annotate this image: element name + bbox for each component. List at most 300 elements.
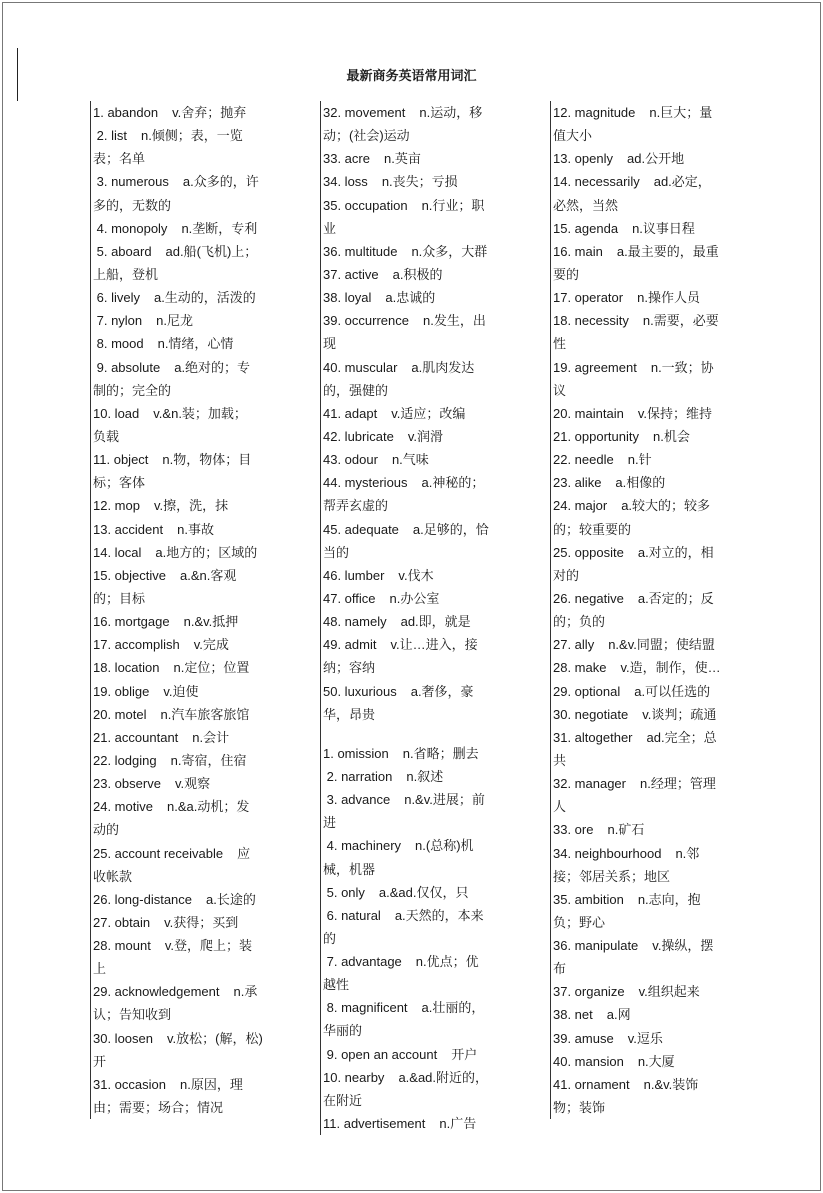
vocab-entry-line <box>93 541 319 564</box>
vocab-entry <box>93 726 319 749</box>
vocab-list <box>93 101 319 1119</box>
vocab-term: 21. opportunity <box>553 428 640 444</box>
vocab-definition: a.绝对的；专 <box>174 359 251 375</box>
vocab-term: 23. alike <box>553 475 602 491</box>
vocab-entry-line <box>323 881 549 904</box>
vocab-definition-continued: 制的；完全的 <box>93 382 172 398</box>
vocab-term: 26. long-distance <box>93 891 193 907</box>
vocab-definition: ad.即，就是 <box>400 614 471 630</box>
vocab-definition: n.行业；职 <box>421 197 485 213</box>
vocab-definition: a.忠诚的 <box>385 290 436 306</box>
vocab-entry-line <box>553 633 803 656</box>
vocab-definition: n.&a.动机；发 <box>166 799 250 815</box>
vocab-definition-continued: 认；告知收到 <box>93 1007 172 1023</box>
vocab-entry <box>93 1027 319 1073</box>
vocab-definition: v.造，制作，使… <box>620 660 721 676</box>
vocab-definition: a.奢侈，豪 <box>410 683 474 699</box>
vocab-entry-line <box>553 1003 803 1026</box>
vocab-definition: ad.公开地 <box>627 151 685 167</box>
vocab-entry <box>553 633 803 656</box>
vocab-entry-line <box>553 703 803 726</box>
vocab-definition-continued: 多的，无数的 <box>93 197 172 213</box>
vocab-definition: a.众多的，许 <box>182 174 259 190</box>
vocab-entry <box>93 795 319 841</box>
vocab-definition: n.省略；删去 <box>402 745 479 761</box>
vocab-column-3 <box>550 101 803 1119</box>
vocab-term: 6. natural <box>323 907 381 923</box>
vocab-entry-line <box>553 101 803 124</box>
vocab-definition-continued: 当的 <box>323 544 350 560</box>
vocab-definition: n.情绪，心情 <box>157 336 234 352</box>
vocab-definition-continued: 议 <box>553 382 567 398</box>
vocab-entry <box>93 842 319 888</box>
vocab-definition: v.保持；维持 <box>637 405 712 421</box>
vocab-entry <box>93 402 319 448</box>
vocab-entry-line <box>323 448 549 471</box>
vocab-definition: 应 <box>237 845 251 861</box>
vocab-entry <box>323 680 549 726</box>
vocab-definition: a.最主要的，最重 <box>616 243 719 259</box>
vocab-entry-line <box>323 1066 549 1089</box>
vocab-entry-line <box>323 564 549 587</box>
vocab-definition: a.&n.客观 <box>180 567 237 583</box>
vocab-column-2 <box>320 101 549 1135</box>
vocab-term: 35. occupation <box>323 197 408 213</box>
vocab-entry-line <box>553 425 803 448</box>
vocab-definition: v.逗乐 <box>627 1030 663 1046</box>
vocab-entry <box>93 633 319 656</box>
vocab-entry <box>93 170 319 216</box>
vocab-entry-line <box>323 356 549 379</box>
vocab-term: 40. muscular <box>323 359 398 375</box>
vocab-definition: n.广告 <box>439 1116 477 1132</box>
vocab-definition-continued: 华，昂贵 <box>323 706 376 722</box>
vocab-entry <box>93 1073 319 1119</box>
vocab-entry-line <box>553 1073 803 1096</box>
vocab-entry <box>323 194 549 240</box>
vocab-entry <box>323 101 549 147</box>
vocab-entry-line <box>553 656 803 679</box>
vocab-definition-continued: 在附近 <box>323 1092 363 1108</box>
vocab-term: 24. motive <box>93 799 153 815</box>
vocab-definition-continued: 的，强健的 <box>323 382 389 398</box>
vocab-entry-line <box>93 888 319 911</box>
vocab-entry-line <box>323 587 549 610</box>
vocab-term: 29. acknowledgement <box>93 984 220 1000</box>
vocab-entry <box>553 402 803 425</box>
vocab-entry-line <box>93 980 319 1003</box>
vocab-term: 38. net <box>553 1007 593 1023</box>
vocab-entry <box>553 309 803 355</box>
vocab-term: 4. machinery <box>323 838 402 854</box>
vocab-entry-line <box>93 240 319 263</box>
vocab-definition-continued: 进 <box>323 815 337 831</box>
vocab-term: 44. mysterious <box>323 475 408 491</box>
vocab-entry <box>323 448 549 471</box>
vocab-entry-line <box>323 834 549 857</box>
vocab-term: 46. lumber <box>323 567 385 583</box>
vocab-definition-continued: 华丽的 <box>323 1023 363 1039</box>
vocab-term: 23. observe <box>93 776 161 792</box>
vocab-entry-line <box>553 309 803 332</box>
vocab-entry <box>93 772 319 795</box>
vocab-entry <box>93 240 319 286</box>
vocab-term: 33. ore <box>553 822 594 838</box>
vocab-entry <box>323 147 549 170</box>
vocab-entry <box>553 587 803 633</box>
vocab-term: 15. objective <box>93 567 166 583</box>
vocab-entry-line <box>93 934 319 957</box>
vocab-entry-line <box>93 656 319 679</box>
vocab-definition-continued: 的；负的 <box>553 614 606 630</box>
vocab-definition: n.尼龙 <box>156 313 193 329</box>
vocab-entry-line <box>93 217 319 240</box>
vocab-entry <box>323 1043 549 1066</box>
vocab-entry-line <box>553 587 803 610</box>
vocab-entry-line <box>93 448 319 471</box>
vocab-entry-line <box>93 170 319 193</box>
vocab-term: 50. luxurious <box>323 683 397 699</box>
vocab-definition-continued: 械，机器 <box>323 861 376 877</box>
vocab-definition: v.迫使 <box>163 683 199 699</box>
vocab-entry <box>323 1066 549 1112</box>
vocab-entry <box>553 680 803 703</box>
vocab-entry-line <box>93 332 319 355</box>
vocab-definition: v.&n.装；加载； <box>153 405 247 421</box>
vocab-term: 22. lodging <box>93 752 157 768</box>
vocab-definition: a.相像的 <box>615 475 666 491</box>
vocab-definition-continued: 现 <box>323 336 337 352</box>
vocab-definition: a.生动的，活泼的 <box>153 290 256 306</box>
vocab-entry <box>93 610 319 633</box>
vocab-term: 12. magnitude <box>553 105 636 120</box>
vocab-entry <box>93 934 319 980</box>
vocab-term: 5. only <box>323 884 365 900</box>
vocab-entry-line <box>323 1043 549 1066</box>
vocab-term: 35. ambition <box>553 891 624 907</box>
vocab-entry <box>93 448 319 494</box>
vocab-list <box>323 101 549 726</box>
vocab-definition: 开户 <box>451 1046 478 1062</box>
vocab-entry-line <box>323 610 549 633</box>
vocab-entry <box>93 217 319 240</box>
vocab-term: 3. advance <box>323 792 391 808</box>
vocab-definition: v.完成 <box>193 637 229 653</box>
vocab-entry <box>553 101 803 147</box>
vocab-definition-continued: 的 <box>323 930 337 946</box>
vocab-definition-continued: 接；邻居关系；地区 <box>553 868 671 884</box>
vocab-definition-continued: 布 <box>553 961 567 977</box>
vocab-entry <box>93 911 319 934</box>
vocab-entry <box>553 170 803 216</box>
vocab-term: 7. advantage <box>323 954 402 970</box>
vocab-entry-line <box>323 742 549 765</box>
vocab-entry <box>553 656 803 679</box>
vocab-entry-line <box>93 286 319 309</box>
vocab-definition: ad.船(飞机)上； <box>165 243 258 259</box>
vocab-entry <box>553 356 803 402</box>
vocab-entry <box>553 888 803 934</box>
vocab-definition-continued: 的；较重要的 <box>553 521 632 537</box>
vocab-term: 37. organize <box>553 984 625 1000</box>
vocab-entry-line <box>323 788 549 811</box>
vocab-definition: n.气味 <box>391 452 429 468</box>
vocab-term: 9. absolute <box>93 359 161 375</box>
vocab-term: 1. abandon <box>93 105 159 120</box>
vocab-definition: v.适应；改编 <box>391 405 466 421</box>
vocab-definition: n.办公室 <box>389 590 440 606</box>
vocab-term: 10. load <box>93 405 140 421</box>
vocab-entry <box>323 286 549 309</box>
vocab-entry-line <box>553 934 803 957</box>
vocab-entry <box>323 263 549 286</box>
vocab-definition-continued: 开 <box>93 1053 107 1069</box>
vocab-term: 37. active <box>323 266 379 282</box>
vocab-definition: a.对立的，相 <box>637 544 714 560</box>
vocab-term: 19. agreement <box>553 359 637 375</box>
vocab-entry <box>93 101 319 124</box>
vocab-entry <box>553 980 803 1003</box>
vocab-term: 1. omission <box>323 745 389 761</box>
vocab-entry-line <box>323 425 549 448</box>
vocab-definition: a.肌肉发达 <box>411 359 475 375</box>
vocab-entry <box>323 587 549 610</box>
vocab-entry-line <box>93 772 319 795</box>
vocab-entry <box>323 425 549 448</box>
vocab-definition-continued: 人 <box>553 799 567 815</box>
vocab-definition: n.寄宿，住宿 <box>170 752 247 768</box>
vocab-entry-line <box>553 356 803 379</box>
vocab-definition: n.议事日程 <box>632 220 695 236</box>
vocab-term: 5. aboard <box>93 243 152 259</box>
vocab-definition-continued: 值大小 <box>553 128 593 144</box>
vocab-term: 30. loosen <box>93 1030 153 1046</box>
vocab-definition: n.承 <box>233 984 258 1000</box>
vocab-term: 14. local <box>93 544 142 560</box>
vocab-entry-line <box>553 494 803 517</box>
vocab-definition: n.发生，出 <box>423 313 486 329</box>
vocab-definition: n.&v.抵押 <box>183 614 239 630</box>
vocab-entry-line <box>93 402 319 425</box>
vocab-entry <box>93 541 319 564</box>
vocab-term: 43. odour <box>323 452 378 468</box>
vocab-term: 28. mount <box>93 938 151 954</box>
vocab-definition-continued: 性 <box>553 336 567 352</box>
vocab-term: 21. accountant <box>93 729 179 745</box>
vocab-term: 48. namely <box>323 614 387 630</box>
vocab-entry <box>93 980 319 1026</box>
vocab-entry-line <box>93 494 319 517</box>
vocab-entry-line <box>323 263 549 286</box>
vocab-definition: n.大厦 <box>637 1053 675 1069</box>
vocab-entry-line <box>553 888 803 911</box>
vocab-entry <box>323 356 549 402</box>
vocab-entry <box>93 564 319 610</box>
vocab-entry-line <box>93 1073 319 1096</box>
vocab-term: 36. multitude <box>323 243 398 259</box>
vocab-term: 14. necessarily <box>553 174 640 190</box>
vocab-entry-line <box>553 471 803 494</box>
vocab-entry <box>323 309 549 355</box>
vocab-term: 18. location <box>93 660 160 676</box>
vocab-definition: a.足够的，恰 <box>412 521 489 537</box>
vocab-entry <box>323 240 549 263</box>
vocab-entry-line <box>553 818 803 841</box>
vocab-definition-continued: 业 <box>323 220 337 236</box>
vocab-definition: a.积极的 <box>392 266 443 282</box>
vocab-term: 28. make <box>553 660 607 676</box>
vocab-entry <box>323 904 549 950</box>
vocab-entry <box>323 765 549 788</box>
vocab-entry <box>553 1003 803 1026</box>
vocab-definition: v.谈判；疏通 <box>642 706 717 722</box>
vocab-entry-line <box>93 703 319 726</box>
vocab-definition: n.一致；协 <box>650 359 714 375</box>
vocab-definition: n.&v.进展；前 <box>404 792 485 808</box>
vocab-term: 27. ally <box>553 637 595 653</box>
vocab-definition: n.丧失；亏损 <box>381 174 458 190</box>
vocab-entry-line <box>93 911 319 934</box>
vocab-definition: n.汽车旅客旅馆 <box>160 706 250 722</box>
vocab-definition-continued: 上船，登机 <box>93 266 159 282</box>
vocab-definition: v.舍弃；抛弃 <box>172 105 247 120</box>
vocab-definition: v.擦，洗，抹 <box>153 498 229 514</box>
vocab-definition-continued: 的；目标 <box>93 590 146 606</box>
vocab-definition: n.&v.同盟；使结盟 <box>608 637 715 653</box>
vocab-entry-line <box>323 471 549 494</box>
vocab-entry-line <box>553 980 803 1003</box>
vocab-entry-line <box>553 217 803 240</box>
vocab-term: 49. admit <box>323 637 377 653</box>
vocab-definition: n.会计 <box>192 729 230 745</box>
vocab-term: 29. optional <box>553 683 621 699</box>
vocab-entry-line <box>323 170 549 193</box>
vocab-term: 45. adequate <box>323 521 399 537</box>
vocab-term: 31. altogether <box>553 729 633 745</box>
vocab-definition: n.定位；位置 <box>173 660 250 676</box>
vocab-entry-line <box>553 448 803 471</box>
vocab-term: 39. occurrence <box>323 313 409 329</box>
vocab-definition: n.机会 <box>653 428 690 444</box>
vocab-definition: a.可以任选的 <box>634 683 711 699</box>
vocab-entry-line <box>323 904 549 927</box>
vocab-entry <box>553 772 803 818</box>
vocab-definition: n.事故 <box>177 521 214 537</box>
vocab-term: 32. manager <box>553 776 626 792</box>
vocab-entry-line <box>323 240 549 263</box>
vocab-definition: a.神秘的； <box>421 475 485 491</box>
vocab-definition: n.众多，大群 <box>411 243 488 259</box>
vocab-definition-continued: 负载 <box>93 428 120 444</box>
vocab-entry <box>323 996 549 1042</box>
vocab-entry <box>323 564 549 587</box>
vocab-entry-line <box>93 356 319 379</box>
vocab-entry <box>553 934 803 980</box>
vocab-entry <box>323 1112 549 1135</box>
vocab-definition: n.巨大；量 <box>649 105 713 120</box>
vocab-entry-line <box>323 194 549 217</box>
vocab-term: 25. account receivable <box>93 845 224 861</box>
vocab-term: 9. open an account <box>323 1046 438 1062</box>
vocab-entry <box>553 240 803 286</box>
vocab-definition: a.否定的；反 <box>637 590 714 606</box>
vocab-definition: ad.必定， <box>653 174 711 190</box>
vocab-definition: a.长途的 <box>206 891 256 907</box>
vocab-entry-line <box>93 564 319 587</box>
vocab-term: 16. mortgage <box>93 614 170 630</box>
vocab-entry-line <box>323 1112 549 1135</box>
vocab-entry <box>323 834 549 880</box>
vocab-entry-line <box>553 726 803 749</box>
vocab-definition: v.润滑 <box>407 428 443 444</box>
vocab-definition-continued: 帮弄玄虚的 <box>323 498 389 514</box>
vocab-entry <box>553 494 803 540</box>
vocab-definition: n.经理；管理 <box>640 776 716 792</box>
vocab-definition: n.矿石 <box>607 822 645 838</box>
vocab-definition: v.放松；(解，松) <box>167 1030 263 1046</box>
vocab-entry <box>323 170 549 193</box>
vocab-definition: n.原因，理 <box>180 1076 243 1092</box>
vocab-entry <box>553 726 803 772</box>
vocab-definition: ad.完全；总 <box>646 729 717 745</box>
vocab-definition: n.倾侧；表，一览 <box>140 128 243 144</box>
vocab-definition: a.较大的；较多 <box>621 498 711 514</box>
document-title: 最新商务英语常用词汇 <box>346 68 477 83</box>
vocab-entry <box>323 610 549 633</box>
vocab-entry <box>553 818 803 841</box>
vocab-entry <box>553 842 803 888</box>
vocab-entry <box>323 471 549 517</box>
vocab-definition-continued: 由；需要；场合；情况 <box>93 1100 224 1116</box>
vocab-entry-line <box>323 147 549 170</box>
vocab-entry-line <box>553 170 803 193</box>
vocab-entry <box>553 471 803 494</box>
vocab-term: 22. needle <box>553 452 614 468</box>
vocab-definition: n.英亩 <box>383 151 421 167</box>
vocab-definition: v.观察 <box>174 776 211 792</box>
vocab-term: 36. manipulate <box>553 938 639 954</box>
vocab-entry <box>553 448 803 471</box>
vocab-term: 30. negotiate <box>553 706 629 722</box>
vocab-term: 11. advertisement <box>323 1116 426 1132</box>
vocab-entry <box>553 1050 803 1073</box>
vocab-entry <box>553 217 803 240</box>
vocab-definition-continued: 纳；容纳 <box>323 660 376 676</box>
vocab-entry-line <box>323 680 549 703</box>
vocab-definition: v.组织起来 <box>638 984 700 1000</box>
vocab-definition: n.运动，移 <box>419 105 483 120</box>
vocab-entry <box>553 1027 803 1050</box>
vocab-entry-line <box>553 1050 803 1073</box>
vocab-entry-line <box>93 610 319 633</box>
vocab-term: 27. obtain <box>93 914 151 930</box>
vocab-column-1 <box>90 101 319 1119</box>
vocab-term: 13. accident <box>93 521 164 537</box>
vocab-definition-continued: 必然，当然 <box>553 197 619 213</box>
vocab-entry-line <box>553 147 803 170</box>
vocab-definition-continued: 要的 <box>553 266 580 282</box>
vocab-definition-continued: 共 <box>553 752 567 768</box>
vocab-definition-continued: 越性 <box>323 977 350 993</box>
vocab-entry <box>323 788 549 834</box>
vocab-entry-line <box>323 950 549 973</box>
vocab-entry <box>323 742 549 765</box>
vocab-definition: a.天然的，本来 <box>394 907 484 923</box>
vocab-entry <box>553 425 803 448</box>
vocab-term: 41. ornament <box>553 1076 630 1092</box>
vocab-term: 24. major <box>553 498 608 514</box>
vocab-entry-line <box>323 633 549 656</box>
